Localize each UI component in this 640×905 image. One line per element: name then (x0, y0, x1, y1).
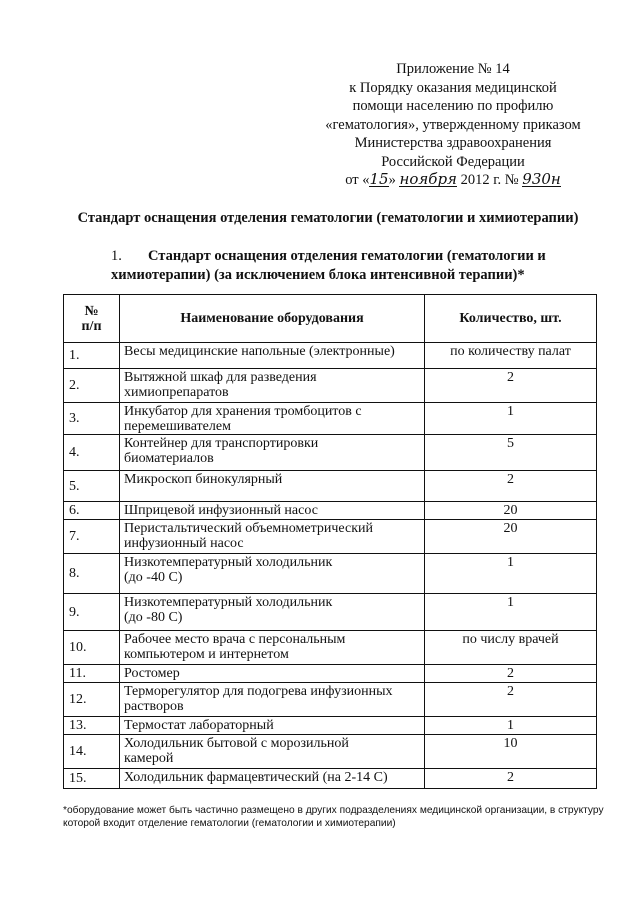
equipment-name-line: Инкубатор для хранения тромбоцитов с (124, 404, 362, 419)
handwritten-order-number: 930н (522, 170, 561, 188)
equipment-quantity: 20 (425, 520, 597, 554)
table-row (64, 403, 597, 435)
equipment-name-line: биоматериалов (124, 451, 214, 466)
equipment-quantity: 1 (425, 554, 597, 594)
equipment-name (120, 631, 425, 665)
equipment-quantity: 1 (425, 594, 597, 631)
footnote-line: *оборудование может быть частично размещено в других подразделениях медицинской организации, в структуру (63, 805, 604, 816)
equipment-quantity: 2 (425, 369, 597, 403)
row-number: 7. (64, 520, 120, 554)
document-title: Стандарт оснащения отделения гематологии (гематологии и химиотерапии) (77, 210, 579, 226)
table-row (64, 471, 597, 502)
equipment-name-line: химиопрепаратов (124, 385, 229, 400)
equipment-name (120, 717, 425, 735)
appendix-line: Российской Федерации (381, 153, 525, 170)
row-number: 13. (64, 717, 120, 735)
row-number: 2. (64, 369, 120, 403)
equipment-name-line: Холодильник фармацевтический (на 2-14 С) (124, 770, 388, 785)
table-row (64, 665, 597, 683)
footnote-line: которой входит отделение гематологии (гематологии и химиотерапии) (63, 818, 396, 829)
equipment-name-line: Перистальтический объемнометрический (124, 521, 373, 536)
date-prefix: от « (345, 172, 370, 188)
equipment-name (120, 554, 425, 594)
header-num-label: п/п (81, 318, 102, 334)
row-number: 10. (64, 631, 120, 665)
equipment-name (120, 769, 425, 789)
equipment-name (120, 471, 425, 502)
section-number: 1. (111, 248, 122, 264)
equipment-name-line: Низкотемпературный холодильник (124, 595, 333, 610)
row-number: 3. (64, 403, 120, 435)
section-heading-line: химиотерапии) (за исключением блока интенсивной терапии)* (111, 266, 525, 283)
row-number: 8. (64, 554, 120, 594)
appendix-line: к Порядку оказания медицинской (349, 79, 557, 96)
equipment-name-line: Шприцевой инфузионный насос (124, 503, 318, 518)
equipment-name-line: (до -40 С) (124, 570, 183, 585)
table-row (64, 683, 597, 717)
equipment-name (120, 520, 425, 554)
equipment-name-line: перемешивателем (124, 419, 231, 434)
handwritten-day: 15 (369, 170, 389, 188)
row-number: 15. (64, 769, 120, 789)
equipment-name-line: Контейнер для транспортировки (124, 436, 319, 451)
table-row (64, 435, 597, 471)
equipment-quantity: 5 (425, 435, 597, 471)
row-number: 4. (64, 435, 120, 471)
equipment-name (120, 594, 425, 631)
equipment-quantity: 2 (425, 471, 597, 502)
footnote (63, 804, 603, 830)
equipment-name-line: Микроскоп бинокулярный (124, 472, 283, 487)
equipment-name-line: (до -80 С) (124, 610, 183, 625)
equipment-name (120, 665, 425, 683)
order-date-line (318, 171, 588, 190)
table-row (64, 520, 597, 554)
table-row (64, 769, 597, 789)
equipment-name (120, 369, 425, 403)
equipment-name (120, 683, 425, 717)
row-number: 12. (64, 683, 120, 717)
table-row (64, 735, 597, 769)
equipment-quantity: 2 (425, 769, 597, 789)
equipment-name-line: Холодильник бытовой с морозильной (124, 736, 349, 751)
handwritten-month: ноября (399, 170, 457, 188)
equipment-name (120, 502, 425, 520)
equipment-name-line: инфузионный насос (124, 536, 244, 551)
row-number: 1. (64, 343, 120, 369)
equipment-quantity: по количеству палат (425, 343, 597, 369)
equipment-name (120, 435, 425, 471)
table-header-row (64, 295, 597, 343)
equipment-name-line: растворов (124, 699, 184, 714)
equipment-name (120, 735, 425, 769)
equipment-quantity: 2 (425, 665, 597, 683)
equipment-name-line: Ростомер (124, 666, 180, 681)
header-num-symbol: № (84, 303, 99, 319)
appendix-line: «гематология», утвержденному приказом (325, 116, 581, 133)
equipment-quantity: по числу врачей (425, 631, 597, 665)
header-num (64, 295, 120, 343)
row-number: 5. (64, 471, 120, 502)
header-name: Наименование оборудования (120, 295, 425, 343)
table-row (64, 631, 597, 665)
appendix-line: помощи населению по профилю (352, 98, 554, 114)
row-number: 6. (64, 502, 120, 520)
table-row (64, 594, 597, 631)
equipment-name (120, 403, 425, 435)
equipment-quantity: 1 (425, 403, 597, 435)
table-row (64, 343, 597, 369)
table-row (64, 554, 597, 594)
appendix-line: Министерства здравоохранения (354, 135, 552, 151)
equipment-name-line: Термостат лабораторный (124, 718, 274, 733)
header-qty: Количество, шт. (425, 295, 597, 343)
equipment-name-line: Терморегулятор для подогрева инфузионных (124, 684, 393, 699)
equipment-name-line: Низкотемпературный холодильник (124, 555, 333, 570)
equipment-table (63, 294, 597, 789)
equipment-quantity: 10 (425, 735, 597, 769)
row-number: 9. (64, 594, 120, 631)
date-year: 2012 г. № (460, 172, 519, 188)
appendix-header (318, 60, 588, 190)
row-number: 14. (64, 735, 120, 769)
equipment-name-line: камерой (124, 751, 174, 766)
equipment-name-line: Рабочее место врача с персональным (124, 632, 346, 647)
section-heading (111, 247, 581, 284)
appendix-title: Приложение № 14 (396, 61, 510, 77)
table-row (64, 717, 597, 735)
equipment-name-line: Весы медицинские напольные (электронные) (124, 344, 395, 359)
equipment-name-line: Вытяжной шкаф для разведения (124, 370, 317, 385)
table-row (64, 369, 597, 403)
equipment-quantity: 1 (425, 717, 597, 735)
table-row (64, 502, 597, 520)
equipment-quantity: 20 (425, 502, 597, 520)
section-heading-line: Стандарт оснащения отделения гематологии (гематологии и (148, 248, 546, 264)
equipment-name (120, 343, 425, 369)
equipment-quantity: 2 (425, 683, 597, 717)
date-quote: » (388, 172, 396, 188)
row-number: 11. (64, 665, 120, 683)
equipment-name-line: компьютером и интернетом (124, 647, 289, 662)
